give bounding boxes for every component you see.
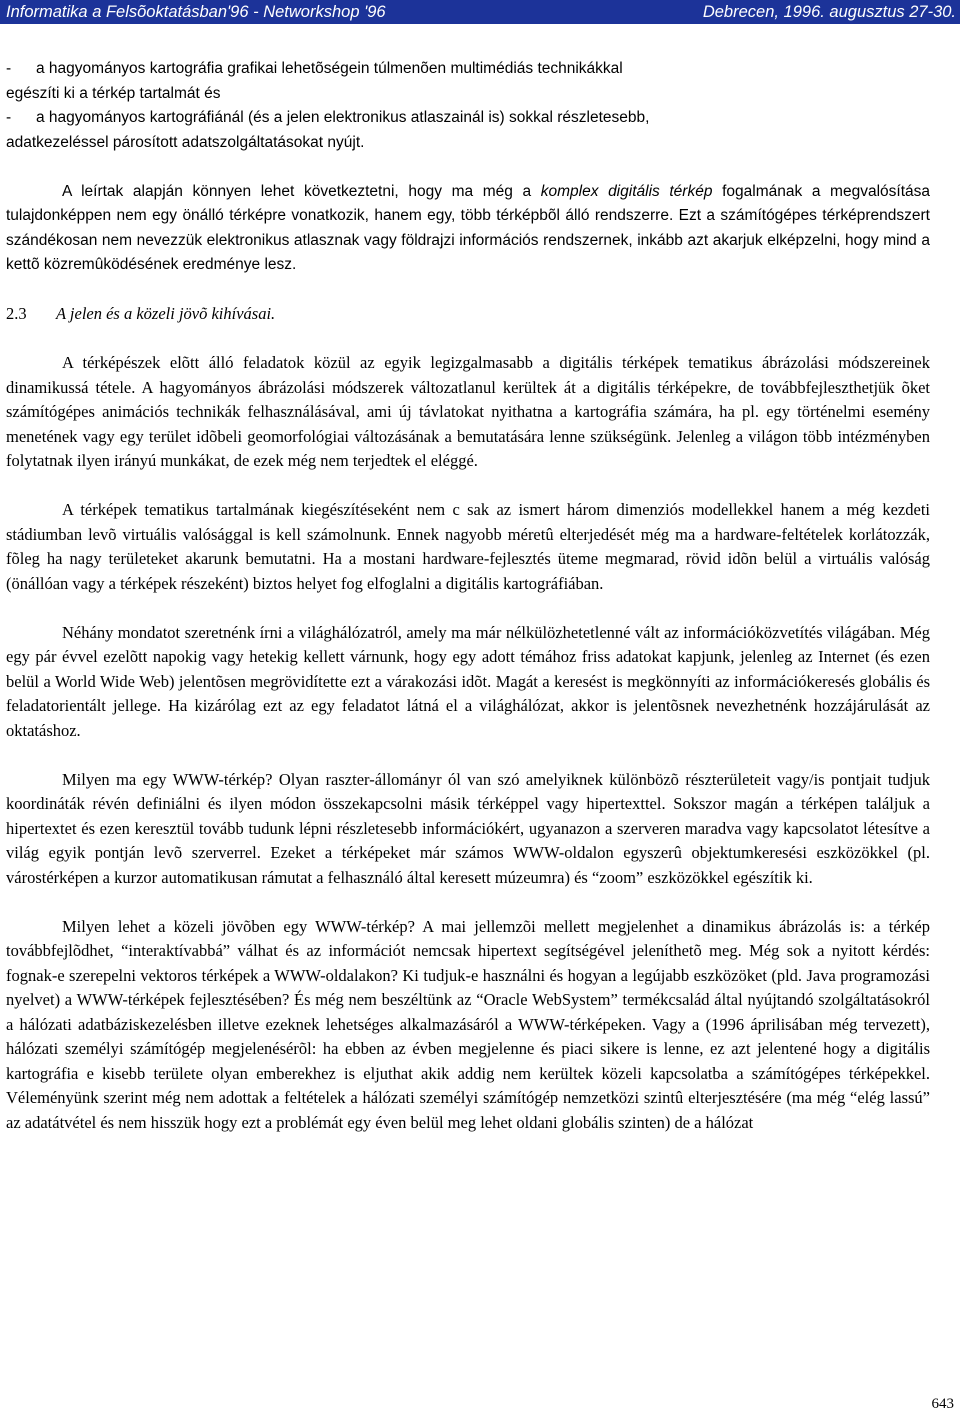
bullet-list bbox=[6, 57, 930, 155]
bullet-continuation: egészíti ki a térkép tartalmát és bbox=[6, 84, 221, 102]
bullet-dash: - bbox=[6, 60, 12, 77]
section-number: 2.3 bbox=[6, 304, 27, 323]
header-location-date: Debrecen, 1996. augusztus 27-30. bbox=[702, 3, 956, 21]
paragraph: A térképészek elõtt álló feladatok közül az egyik legizgalmasabb a digitális térképek tematikus ábrázolási módszereinek dinamikussá tétele. A hagyományos ábrázolási módszerek változatlanul kerültek át a digitális térképekre, de továbbfejleszthetjük õket számítógépes animációs technikák felhasználásával, ami új távlatokat nyithatna a kartográfia számára, ha pl. egy történelmi esemény menetének vagy egy terület idõbeli geomorfológiai változásának a bemutatására lenne szükségünk. Jelenleg a világon több intézményben folytatnak ilyen irányú munkákat, de ezek még nem terjedtek el eléggé. bbox=[6, 353, 930, 470]
paragraph: Milyen lehet a közeli jövõben egy WWW-térkép? A mai jellemzõi mellett megjelenhet a dinamikus ábrázolás is: a térkép továbbfejlõdhet, “interaktívabbá” válhat és az információt nemcsak hipertext segítségével jeleníthetõ meg. Még sok a nyitott kérdés: fognak-e szerepelni vektoros térképek a WWW-oldalakon? Ki tudjuk-e használni és hogyan a legújabb eszközöket (pld. Java programozási nyelvet) a WWW-térképek fejlesztésében? És még nem beszéltünk az “Oracle WebSystem” termékcsalád által nyújtandó szolgáltatásokról a hálózati adatbáziskezelésben illetve ezeknek lehetséges alkalmazásáról a WWW-térképeken. Vagy a (1996 áprilisában még tervezett), hálózati személyi számítógép megjelenésérõl: ha ebben az évben megjelenne és piaci sikere is lenne, ez azt jelentené hogy a digitális kartográfia e kisebb területe olyan emberekhez is eljuthat akik addig nem kerültek közeli kapcsolatba a számítógépes térképekkel. Véleményünk szerint még nem adottak a feltételek a hálózati személyi számítógép nemzetközi szintû elterjesztésére (ma még “elég lassú” az adatátvétel és nem hisszük hogy ezt a problémát egy éven belül meg lehet oldani globális szinten) de a hálózat bbox=[6, 916, 930, 1132]
page-header bbox=[0, 0, 960, 24]
header-conference-title: Informatika a Felsõoktatásban'96 - Networkshop '96 bbox=[6, 3, 386, 21]
list-item bbox=[6, 57, 930, 82]
paragraph: A térképek tematikus tartalmának kiegészítéseként nem c sak az ismert három dimenziós modellekkel hanem a még kezdeti stádiumban levõ virtuális valósággal is kell számolnunk. Ennek nagyobb méretû elterjedését még ma a hardware-feltételek korlátozzák, fõleg ha nagy területeket akarunk bemutatni. Ha a mostani hardware-fejlesztés üteme megmarad, rövid idõn belül a virtuális valóság (önállóan vagy a térképek részeként) biztos helyet fog elfoglalni a digitális kartográfiában. bbox=[6, 500, 930, 593]
list-item bbox=[6, 106, 930, 131]
bullet-text: a hagyományos kartográfia grafikai lehetõségein túlmenõen multimédiás technikákkal bbox=[36, 60, 623, 77]
page-content bbox=[6, 57, 930, 1135]
section-title: A jelen és a közeli jövõ kihívásai. bbox=[56, 304, 276, 323]
paragraph: Néhány mondatot szeretnénk írni a világhálózatról, amely ma már nélkülözhetetlenné vált az információközvetítés világában. Még egy pár évvel ezelõtt napokig vagy hetekig kellett várnunk, hogy egy adott témához friss adatokat kapjunk, jelenleg az Internet (és ezen belül a World Wide Web) jelentõsen megrövidítette ezt a várakozási idõt. Magát a keresést is megkönnyíti az információkeresés globális és feladatorientált jellege. Ha kizárólag ezt az egy feladatot látná el a világhálózat, akkor is jelentõsnek nevezhetnénk hozzájárulását az oktatáshoz. bbox=[6, 622, 930, 740]
emphasis-term: komplex digitális térkép bbox=[540, 182, 713, 200]
section-heading bbox=[6, 302, 930, 327]
page-number: 643 bbox=[931, 1396, 954, 1412]
bullet-continuation: adatkezeléssel párosított adatszolgáltatásokat nyújt. bbox=[6, 133, 365, 151]
bullet-text: a hagyományos kartográfiánál (és a jelen elektronikus atlaszainál is) sokkal részletesebb, bbox=[36, 109, 650, 126]
paragraph: Milyen ma egy WWW-térkép? Olyan raszter-állományr ól van szó amelyiknek különbözõ részterületeit vagy/is pontjait tudjuk koordináták révén definiálni és ilyen módon összekapcsolni másik térképpel vagy hipertexttel. Sokszor magán a térképen találjuk a hipertextet és ezen keresztül tovább tudunk lépni részletesebb információkért, ugyanazon a szerveren maradva vagy kapcsolatot létesítve a világ egyik pontján levõ szerverrel. Ezeket a térképeket már számos WWW-oldalon egyszerû objektumkeresési eszközökkel (pl. várostérképen a kurzor automatikusan rámutat a felhasználó által keresett múzeumra) és “zoom” eszközökkel egészítik ki. bbox=[6, 769, 930, 887]
bullet-dash: - bbox=[6, 109, 12, 126]
paragraph: A leírtak alapján könnyen lehet következtetni, hogy ma még a komplex digitális térkép fogalmának a megvalósítása tulajdonképpen nem egy önálló térképre vonatkozik, hanem egy, több térképbõl álló rendszerre. Ezt a számítógépes térképrendszert szándékosan nem nevezzük elektronikus atlasznak vagy földrajzi információs rendszernek, inkább azt akarjuk elképzelni, hogy mind a kettõ közremûködésének eredménye lesz. bbox=[6, 182, 930, 273]
